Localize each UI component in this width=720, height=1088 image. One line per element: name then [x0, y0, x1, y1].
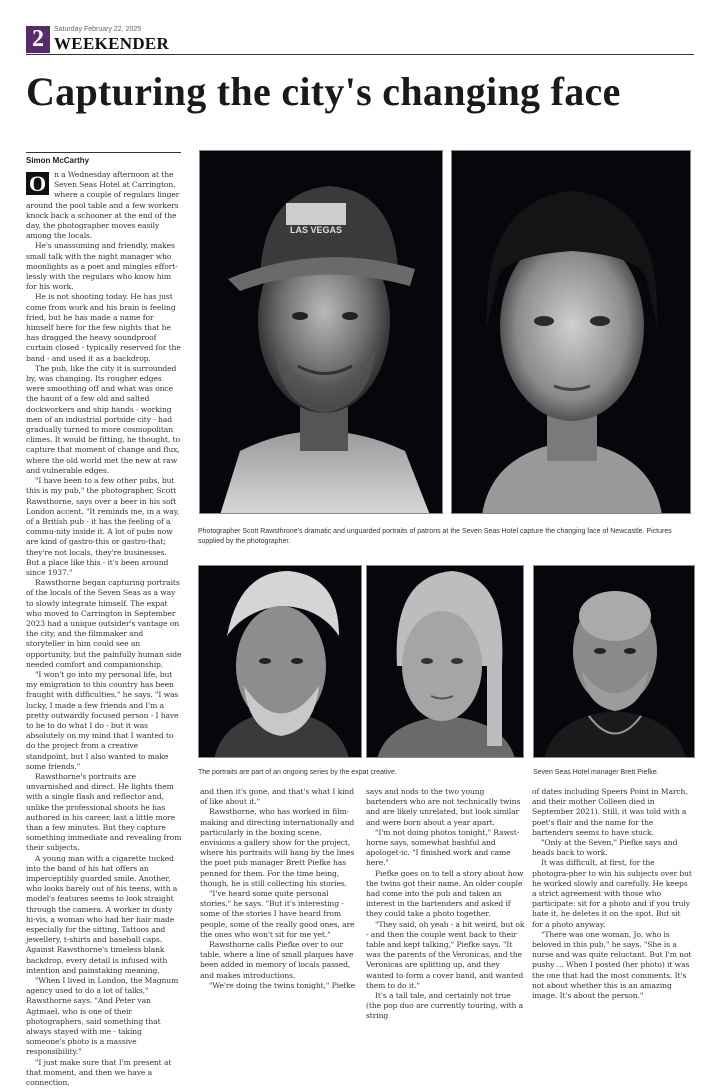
portrait-woman-fringe: [451, 150, 691, 514]
article-column-4: [532, 787, 692, 1001]
page-number: 2: [26, 26, 50, 53]
article-column-2: [200, 787, 356, 991]
paragraph: He is not shooting today. He has just come from work and his brain is feeling fried, but he has made a name for himself here for the few nights that he has dragged the heavy soundproof curtain closed - typically reserved for the band - and used it as a backdrop.: [26, 292, 181, 363]
paragraph: says and nods to the two young bartenders who are not technically twins and are likely unrelated, but look similar and were born about a year apart.: [366, 787, 521, 827]
paragraph: Rawsthorne began capturing portraits of the locals of the Seven Seas as a way to slowly integrate himself. The expat who moved to Carrington in September 2023 had a unique outsider's vantage on the city, and the filmmaker and storyteller in him could see an opportunity, but the painfully human side needed comfort and companionship.: [26, 578, 182, 669]
paragraph: O n a Wednesday afternoon at the Seven Seas Hotel at Carrington, where a couple of regulars linger around the pool table and a few workers knock back a schooner at the end of the day, the photographer moves easily among the locals.: [26, 170, 180, 241]
article-column-1: [26, 170, 182, 1088]
headline: Capturing the city's changing face: [26, 69, 621, 114]
paragraph: "There was one woman, Jo, who is beloved in this pub," he says. "She is a nurse and was quite reluctant. But I'm not pushy ... When I posted (her photo) it was the one that had the most comments. It's not about whether this is an amazing image. It's about the person.": [532, 929, 692, 1001]
masthead: [26, 26, 694, 55]
paragraph: "I'm not doing photos tonight," Rawst-horne says, somewhat bashful and apologet-ic. "I finished work and came here.": [366, 827, 520, 868]
paragraph: of dates including Speers Point in March, and their mother Colleen died in September 2021). Still, it was told with a poet's flair and the name for the bartenders seems to have stuck.: [532, 787, 688, 837]
paragraph: Rawsthorne calls Piefke over to our table, where a line of small plaques have been added in memory of locals passed, and makes introductions.: [200, 940, 354, 980]
portrait-brett-piefke: [533, 565, 695, 758]
paragraph: Rawsthorne's portraits are unvarnished and direct. He lights them with a single flash and reflector and, unlike the professional shoots he has authored in his career, last a little more than a few minutes. But they capture something immediate and revealing from their subjects.: [26, 771, 182, 853]
caption-bottom-right: Seven Seas Hotel manager Brett Piefke.: [533, 769, 659, 776]
paragraph: "We're doing the twins tonight," Piefke: [209, 980, 355, 990]
paragraph: He's unassuming and friendly, makes small talk with the night manager who moonlights as a poet and mingles effort-lessly with the regulars who know him for his work.: [26, 241, 178, 292]
paragraph: "I have been to a few other pubs, but this is my pub," the photographer, Scott Rawsthorne, says over a beer in his soft London accent. "It reminds me, in a way, of a British pub - it has the feeling of a commu-nity inside it. A lot of pubs now are kind of gastro-this or gastro-that; they're not locals, they're businesses. But a place like this - it's been around since 1937.": [26, 476, 180, 577]
caption-top: Photographer Scott Rawsthrone's dramatic and unguarded portraits of patrons at the Seven Seas Hotel capture the changing face of Newcastle. Pictures supplied by the photographer.: [198, 528, 672, 545]
drop-cap: O: [26, 172, 49, 195]
paragraph: A young man with a cigarette tucked into the band of his hat offers an imperceptibly guarded smile. Another, who looks barely out of his teens, with a model's features seems to look straight through the camera. A worker in dusty hi-vis, a woman who had her hair made especially for the sitting. Tattoos and jewellery, t-shirts and baseball caps. Against Rawsthorne's timeless blank backdrop, every detail is infused with intention and painstaking meaning.: [26, 853, 178, 975]
portrait-man-cap: [199, 150, 443, 514]
paragraph: "I won't go into my personal life, but my emigration to this country has been fraught with difficulties," he says. "I was lucky, I made a few friends and I'm a pretty outwardly focused person - I have to be to do what I do - but it was absolutely on my mind that I wanted to do the project from a creative standpoint, but I also wanted to make some friends.": [26, 669, 179, 771]
paragraph: "I've heard some quite personal stories," he says. "But it's interesting - some of the stories I have heard from people, some of the really good ones, are the ones who won't sit for me yet.": [200, 889, 355, 939]
caption-bottom-left: The portraits are part of an ongoing series by the expat creative.: [198, 769, 397, 776]
byline-rule: [26, 152, 181, 153]
portrait-older-man: [198, 565, 362, 758]
article-column-3: [366, 787, 526, 1022]
paragraph: "They said, oh yeah - a bit weird, but ok - and then the couple went back to their table and kept talking," Piefke says. "It was the parents of the Veronicas, and the Veronicas are splitting up, and they wanted to form a cover band, and wanted them to do it.": [366, 919, 525, 990]
paragraph: Rawsthorne, who has worked in film-making and directing internationally and particularly in the boxing scene, envisions a gallery show for the project, where his portraits will hang by the lines the poet pub manager Brett Piefke has penned for them. For the time being, though, he is still collecting his stories.: [200, 807, 355, 888]
portrait-blonde-woman: [366, 565, 524, 758]
cap-logo-icon: [286, 203, 346, 235]
paragraph: "I just make sure that I'm present at that moment, and then we have a connection,: [26, 1057, 172, 1088]
paragraph: It was difficult, at first, for the photogra-pher to win his subjects over but he worked slowly and carefully. He keeps a strict agreement with those who participate: sit for a photo and if you truly hate it, he deletes it on the spot. But sit for a photo anyway.: [532, 858, 692, 929]
svg-text:LAS VEGAS: LAS VEGAS: [289, 225, 343, 235]
issue-date: Saturday February 22, 2025: [54, 26, 142, 33]
paragraph: The pub, like the city it is surrounded by, was changing. Its rougher edges were smoothing off and what was once the haunt of a few old and salted dockworkers and ship hands - working men of an industrial portside city - had gradually turned to more cosmopolitan climes. It would be fitting, he thought, to capture that moment of change and flux, where the old world met the new at raw and vulnerable edges.: [26, 363, 180, 475]
paragraph: Piefke goes on to tell a story about how the twins got their name. An older couple had come into the pub and taken an interest in the bartenders and asked if they could take a photo together.: [366, 868, 524, 919]
paragraph: "When I lived in London, the Magnum agency used to do a lot of talks," Rawsthorne says. "And Peter van Agtmael, who is one of their photographers, said something that always stayed with me - taking someone's photo is a massive responsibility.": [26, 976, 179, 1057]
paragraph: "Only at the Seven," Piefke says and heads back to work.: [532, 838, 678, 858]
paragraph: and then it's gone, and that's what I kind of like about it.": [200, 787, 354, 807]
byline: Simon McCarthy: [26, 156, 90, 165]
paragraph: It's a tall tale, and certainly not true (the pop duo are currently touring, with a string: [366, 991, 524, 1021]
section-title: WEEKENDER: [54, 34, 170, 53]
